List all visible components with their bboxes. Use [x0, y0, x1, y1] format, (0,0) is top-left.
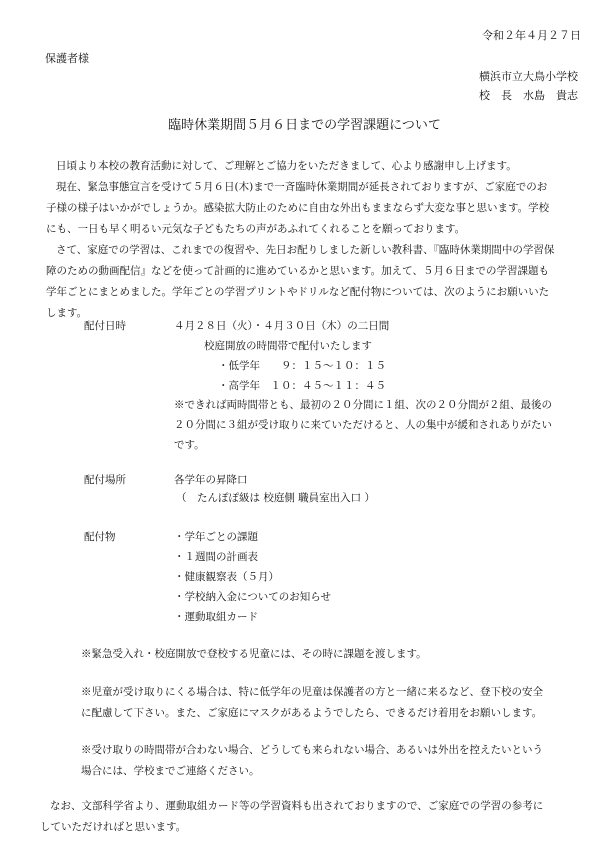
- distribution-date-label: 配付日時: [84, 320, 126, 332]
- distribution-date-value: ４月２８日（火）・４月３０日（木）の二日間: [174, 320, 390, 332]
- note-pickup: [81, 682, 543, 724]
- intro-line: 日頃より本校の教育活動に対して、ご理解とご協力をいただきまして、心より感謝申し上げます。: [56, 160, 517, 172]
- distribution-items-label: 配付物: [84, 531, 116, 543]
- note-emergency: [81, 644, 427, 665]
- principal-name: 校 長 水島 貴志: [479, 89, 578, 102]
- remark-line: ２０分間に３組が受け取りに来ていただけると、人の集中が緩和されありがたい: [174, 419, 552, 431]
- remark-line: です。: [174, 439, 205, 451]
- distribution-place-label: 配付場所: [84, 474, 126, 486]
- distribution-time-note: 校庭開放の時間帯で配付いたします: [204, 340, 372, 352]
- closing-paragraph: [40, 796, 580, 838]
- distribution-item: ・１週間の計画表: [174, 551, 258, 563]
- document-title: 臨時休業期間５月６日までの学習課題について: [168, 118, 441, 133]
- school-name: 横浜市立大鳥小学校: [479, 70, 578, 83]
- document-date: 令和２年４月２７日: [482, 29, 581, 42]
- note-line: ※緊急受入れ・校庭開放で登校する児童には、その時に課題を渡します。: [81, 648, 427, 660]
- recipient: 保護者様: [45, 52, 89, 65]
- remark-line: ※できれば両時間帯とも、最初の２０分間に１組、次の２０分間が２組、最後の: [174, 399, 552, 411]
- intro-line: 子様の様子はいかがでしょうか。感染拡大防止のために自由な外出もままならず大変な事と思います。学校: [46, 202, 550, 214]
- intro-paragraph: [46, 156, 586, 324]
- intro-line: 障のための動画配信』などを使って計画的に進めているかと思います。加えて、５月６日までの学習課題も: [46, 265, 549, 277]
- closing-line: していただければと思います。: [40, 821, 187, 833]
- intro-line: さて、家庭での学習は、これまでの復習や、先日お配りしました新しい教科書、『臨時休業期間中の学習保: [56, 244, 555, 256]
- intro-line: にも、一日も早く明るい元気な子どもたちの声があふれてくれることを願っております。: [46, 223, 466, 235]
- distribution-item: ・運動取組カード: [174, 611, 258, 623]
- distribution-remark: [174, 395, 552, 455]
- intro-line: 現在、緊急事態宣言を受けて５月６日(木)まで一斉臨時休業期間が延長されておりますが、ご家庭でのお: [56, 181, 548, 193]
- intro-line: します。: [46, 307, 88, 319]
- intro-line: 学年ごとにまとめました。学年ごとの学習プリントやドリルなど配付物については、次のようにお願いいた: [46, 286, 550, 298]
- distribution-place-note: （ たんぽぽ級は 校庭側 職員室出入口 ）: [176, 492, 376, 504]
- distribution-item: ・健康観察表（５月）: [174, 571, 279, 583]
- note-line: に配慮して下さい。また、ご家庭にマスクがあるようでしたら、できるだけ着用をお願いします。: [81, 707, 543, 719]
- distribution-item: ・学年ごとの課題: [174, 531, 258, 543]
- upper-grade-time: ・高学年 １０：４５～１１：４５: [218, 380, 386, 392]
- note-line: ※児童が受け取りにくる場合は、特に低学年の児童は保護者の方と一緒に来るなど、登下校の安全: [81, 686, 543, 698]
- lower-grade-time: ・低学年 ９：１５～１０：１５: [218, 360, 386, 372]
- distribution-item: ・学校納入金についてのお知らせ: [174, 591, 331, 603]
- note-line: ※受け取りの時間帯が合わない場合、どうしても来られない場合、あるいは外出を控えたいという: [81, 744, 543, 756]
- distribution-place-value: 各学年の昇降口: [174, 474, 248, 486]
- note-line: 場合には、学校までご連絡ください。: [81, 765, 260, 777]
- closing-line: なお、文部科学省より、運動取組カード等の学習資料も出されておりますので、ご家庭での学習の参考に: [50, 800, 544, 812]
- note-contact: [81, 740, 543, 782]
